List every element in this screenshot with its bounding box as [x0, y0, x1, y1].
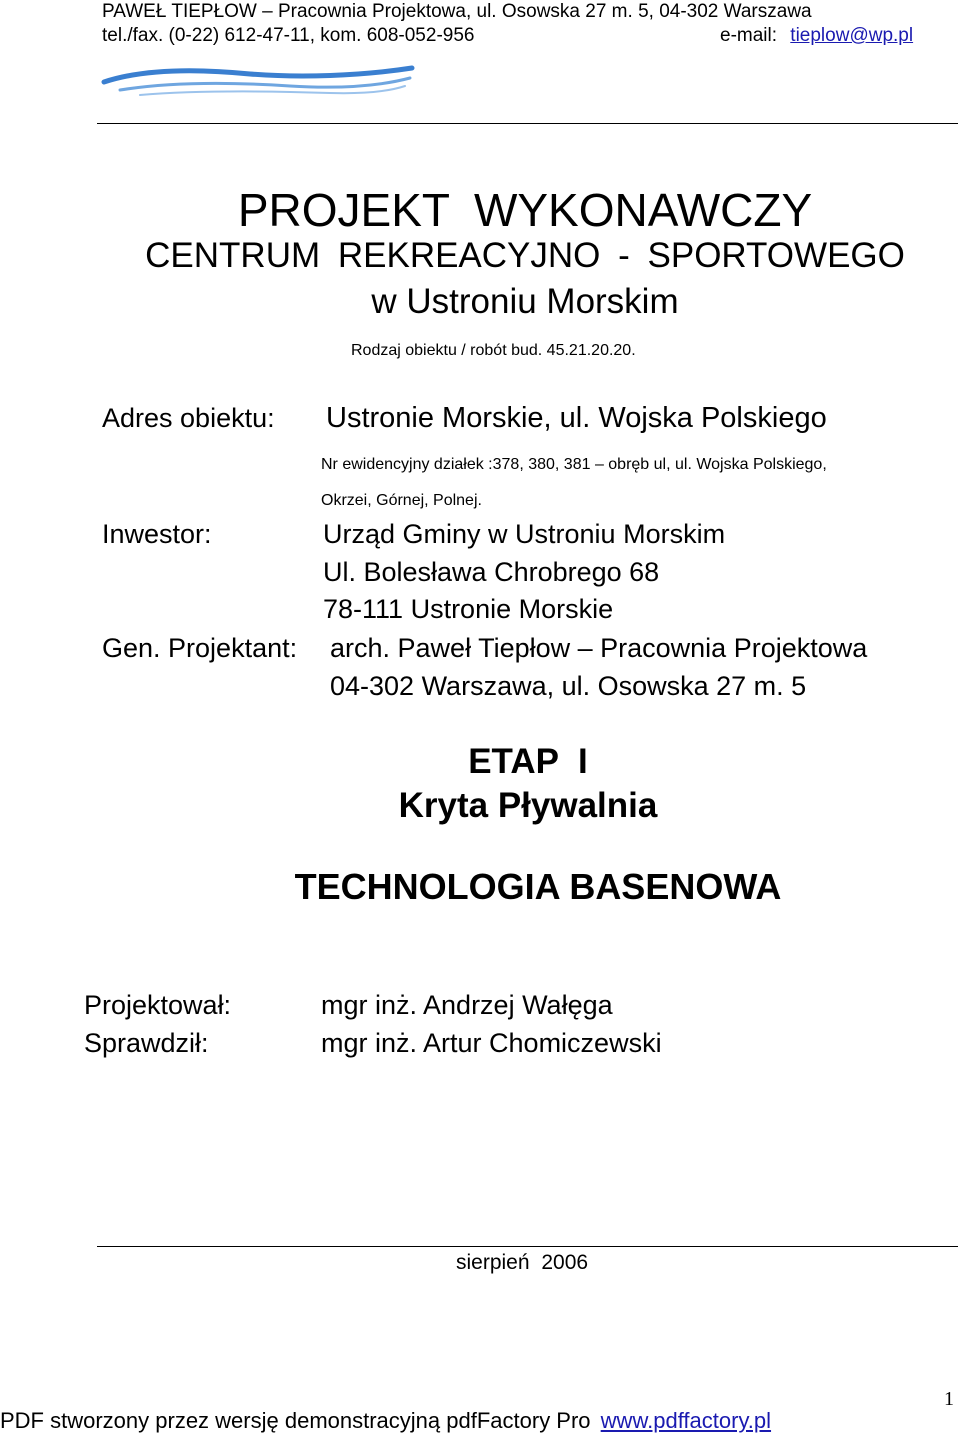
signature-name-checked: mgr inż. Artur Chomiczewski	[321, 1028, 662, 1058]
parcels-line-1: Nr ewidencyjny działek :378, 380, 381 – obręb ul, ul. Wojska Polskiego,	[321, 456, 827, 473]
pdf-footer-link[interactable]: www.pdffactory.pl	[600, 1408, 772, 1433]
stage-number: ETAP I	[468, 742, 588, 781]
pdf-footer-text: PDF stworzony przez wersję demonstracyjną pdfFactory Pro	[0, 1408, 591, 1433]
investor-line-2: Ul. Bolesława Chrobrego 68	[323, 557, 660, 587]
header-divider	[97, 123, 958, 124]
title-centre-name: CENTRUM REKREACYJNO - SPORTOWEGO	[145, 236, 905, 275]
title-project-type: PROJEKT WYKONAWCZY	[237, 184, 813, 236]
date-divider	[97, 1246, 958, 1247]
parcels-line-2: Okrzei, Górnej, Polnej.	[321, 492, 482, 509]
signature-name-designed: mgr inż. Andrzej Wałęga	[321, 990, 613, 1020]
logo-swoosh-icon	[100, 64, 420, 104]
address-label: Adres obiektu:	[102, 403, 275, 433]
discipline-title: TECHNOLOGIA BASENOWA	[294, 866, 782, 907]
page-number: 1	[944, 1388, 954, 1410]
pdf-footer	[0, 1408, 771, 1434]
document-date: sierpień 2006	[456, 1251, 589, 1274]
header-email-link[interactable]: tieplow@wp.pl	[790, 25, 914, 46]
address-value: Ustronie Morskie, ul. Wojska Polskiego	[326, 402, 827, 434]
designer-label: Gen. Projektant:	[102, 633, 298, 663]
designer-line-2: 04-302 Warszawa, ul. Osowska 27 m. 5	[330, 671, 807, 701]
header-company-line: PAWEŁ TIEPŁOW – Pracownia Projektowa, ul. Osowska 27 m. 5, 04-302 Warszawa	[102, 1, 812, 22]
investor-line-1: Urząd Gminy w Ustroniu Morskim	[323, 519, 726, 549]
header-email-group	[720, 25, 913, 47]
title-location: w Ustroniu Morskim	[371, 282, 679, 321]
investor-label: Inwestor:	[102, 519, 212, 549]
designer-line-1: arch. Paweł Tiepłow – Pracownia Projektowa	[330, 633, 868, 663]
stage-name: Kryta Pływalnia	[398, 786, 658, 825]
header-phone: tel./fax. (0-22) 612-47-11, kom. 608-052-956	[102, 25, 475, 46]
investor-line-3: 78-111 Ustronie Morskie	[323, 594, 614, 624]
signature-role-designed: Projektował:	[84, 990, 232, 1020]
signature-role-checked: Sprawdził:	[84, 1028, 209, 1058]
object-type: Rodzaj obiektu / robót bud. 45.21.20.20.	[351, 342, 636, 359]
header-email-label: e-mail:	[720, 25, 778, 46]
